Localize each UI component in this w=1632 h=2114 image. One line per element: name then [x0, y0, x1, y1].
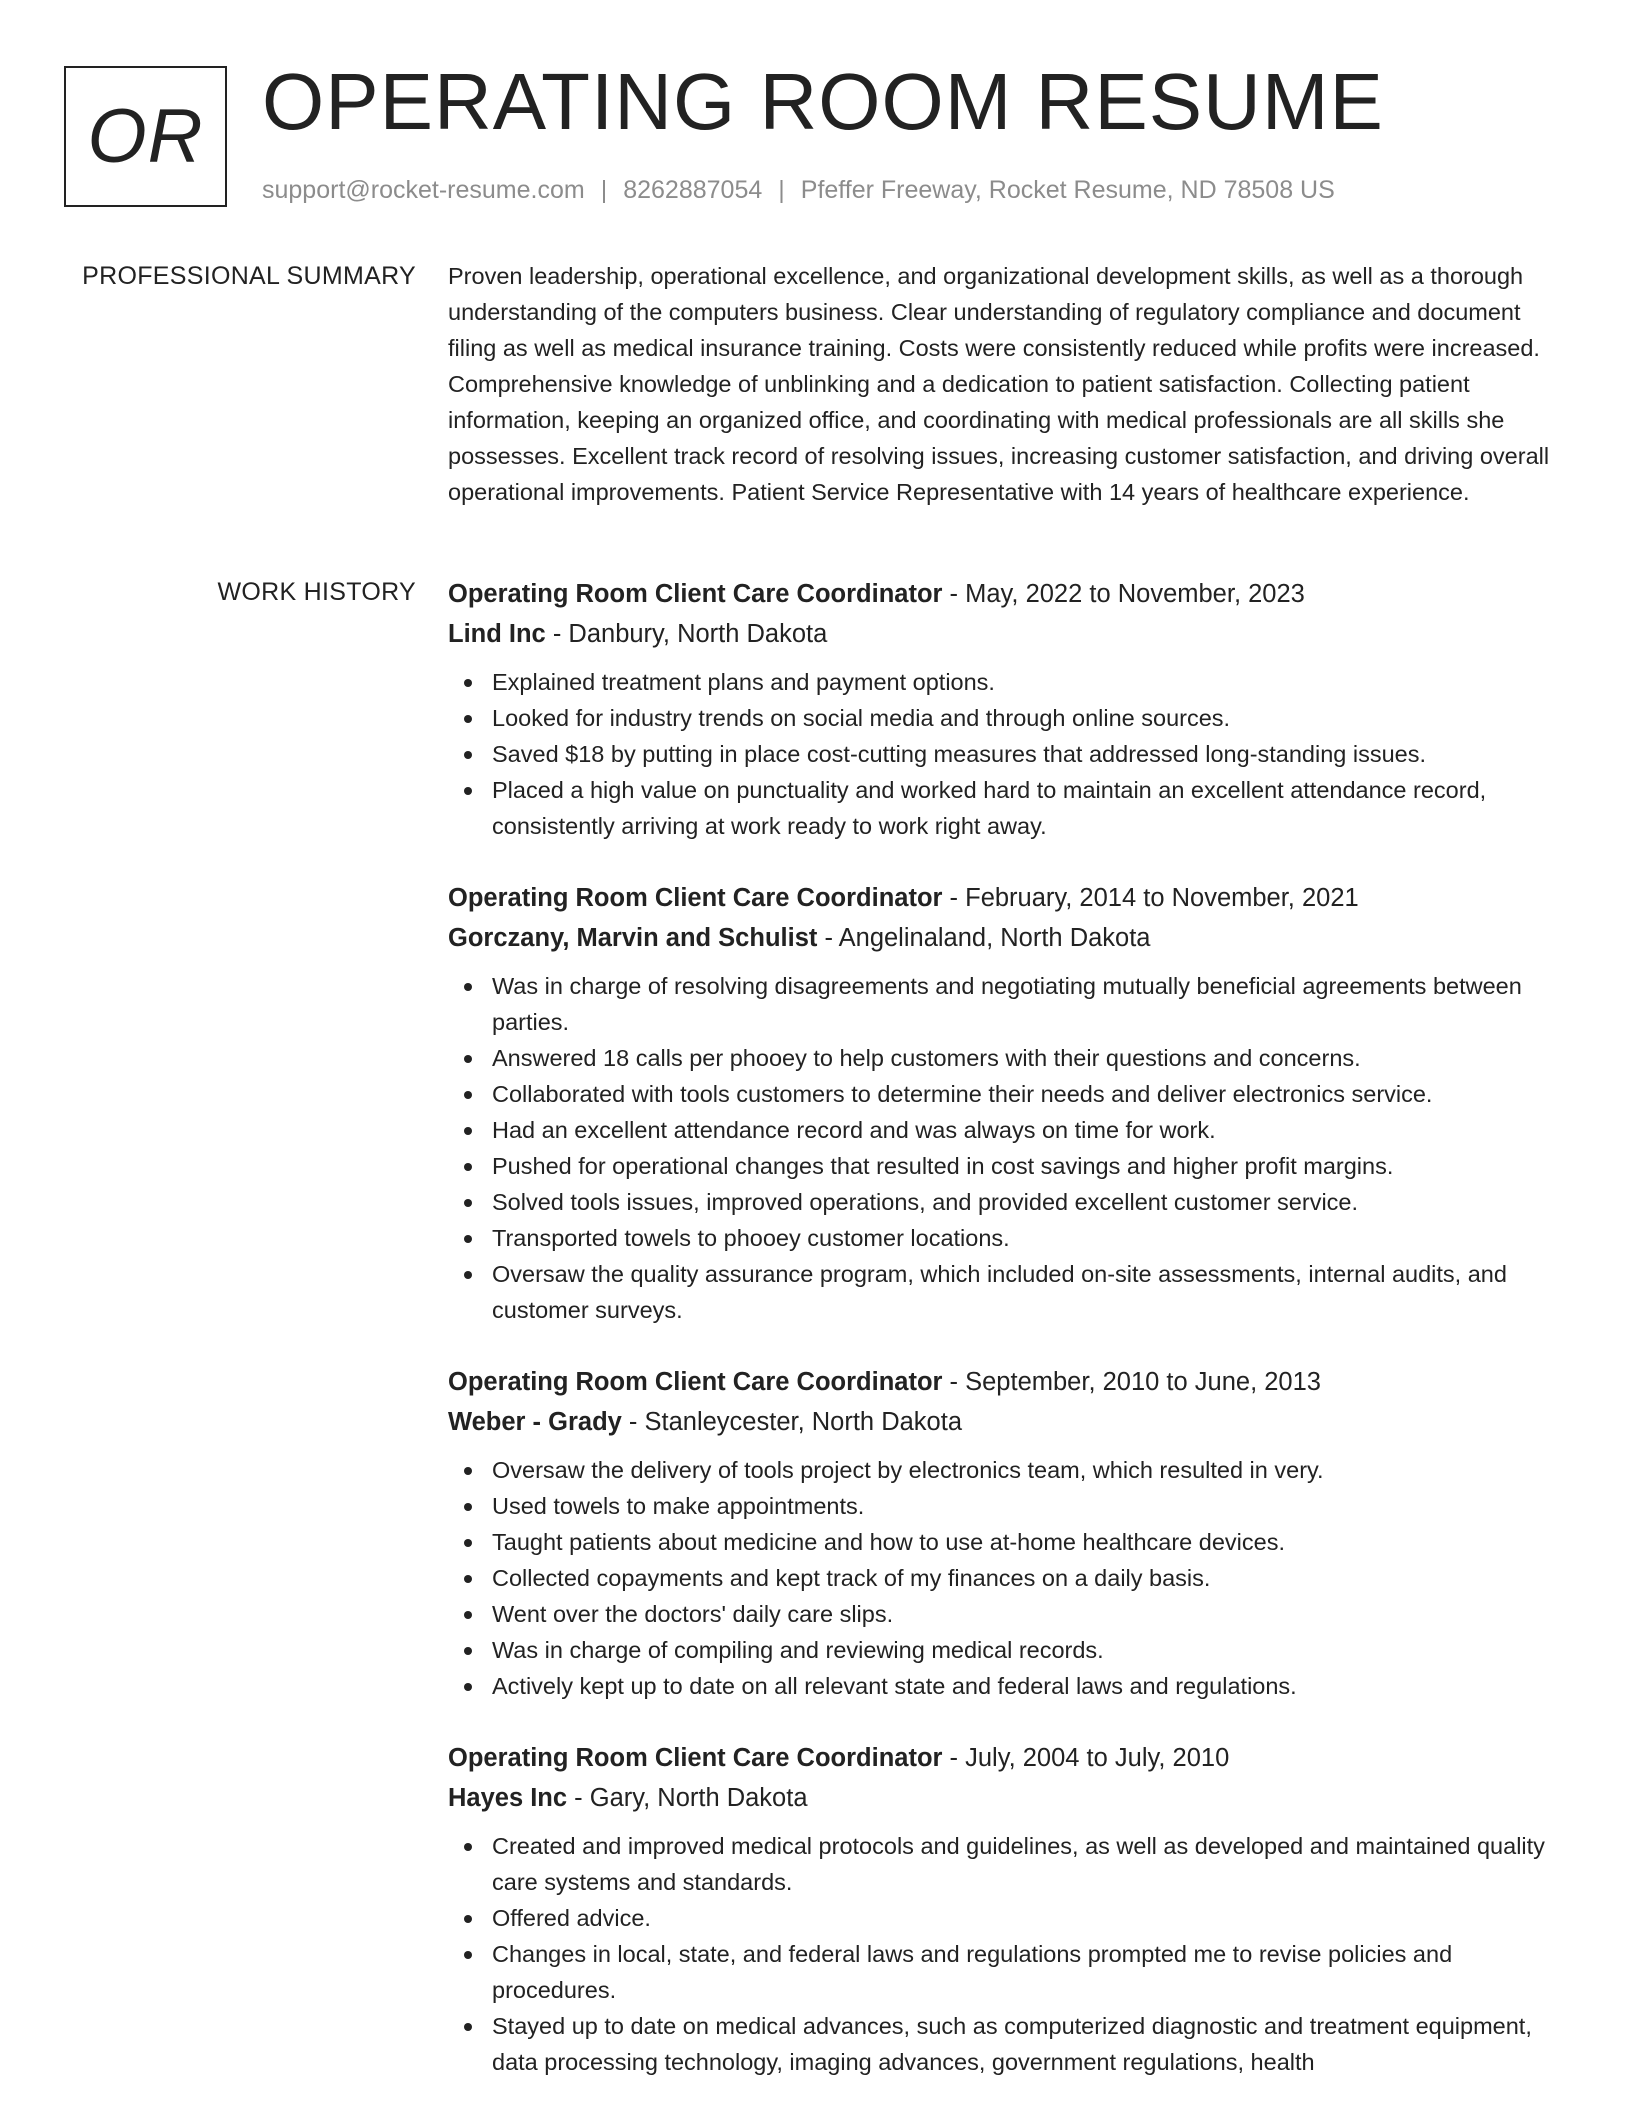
- summary-text: Proven leadership, operational excellence, and organizational development skills, as well as a thorough understanding of the computers business. Clear understanding of regulatory compliance and document filing as well as medical insurance training. Costs were consistently reduced while profits were increased. Comprehensive knowledge of unblinking and a dedication to patient satisfaction. Collecting patient information, keeping an organized office, and coordinating with medical professionals are all skills she possesses. Excellent track record of resolving issues, increasing customer satisfaction, and driving overall operational improvements. Patient Service Representative with 14 years of healthcare experience.: [448, 263, 1550, 505]
- contact-phone: 8262887054: [623, 176, 763, 204]
- job-bullet: Oversaw the delivery of tools project by electronics team, which resulted in very.: [448, 1452, 1568, 1488]
- job-bullet: Went over the doctors' daily care slips.: [448, 1596, 1568, 1632]
- job-bullet: Saved $18 by putting in place cost-cutting measures that addressed long-standing issues.: [448, 736, 1568, 772]
- section-label-work-history: WORK HISTORY: [217, 578, 416, 606]
- monogram-text: OR: [87, 94, 204, 179]
- section-label-summary: PROFESSIONAL SUMMARY: [82, 262, 416, 290]
- job-title-line: [448, 1362, 1568, 1402]
- contact-separator: |: [600, 176, 608, 204]
- job-bullet: Stayed up to date on medical advances, such as computerized diagnostic and treatment equipment, data processing technology, imaging advances, government regulations, health: [448, 2008, 1568, 2080]
- job-bullet: Was in charge of compiling and reviewing medical records.: [448, 1632, 1568, 1668]
- job-entry: [448, 1362, 1568, 1704]
- job-location: - Stanleycester, North Dakota: [621, 1408, 962, 1436]
- monogram-badge: [64, 66, 227, 207]
- job-company-line: [448, 614, 1568, 654]
- job-bullet: Explained treatment plans and payment options.: [448, 664, 1568, 700]
- job-entry: [448, 878, 1568, 1328]
- job-title: Operating Room Client Care Coordinator: [448, 1744, 943, 1772]
- job-entry: [448, 574, 1568, 844]
- job-bullet: Looked for industry trends on social media and through online sources.: [448, 700, 1568, 736]
- job-bullet: Answered 18 calls per phooey to help customers with their questions and concerns.: [448, 1040, 1568, 1076]
- job-bullet: Pushed for operational changes that resulted in cost savings and higher profit margins.: [448, 1148, 1568, 1184]
- job-company-line: [448, 1778, 1568, 1818]
- job-location: - Gary, North Dakota: [567, 1784, 808, 1812]
- contact-email: support@rocket-resume.com: [262, 176, 585, 204]
- job-location: - Danbury, North Dakota: [545, 620, 828, 648]
- job-bullet: Collected copayments and kept track of my finances on a daily basis.: [448, 1560, 1568, 1596]
- job-bullet: Had an excellent attendance record and was always on time for work.: [448, 1112, 1568, 1148]
- job-dates: - February, 2014 to November, 2021: [942, 884, 1359, 912]
- job-bullet: Created and improved medical protocols and guidelines, as well as developed and maintained quality care systems and standards.: [448, 1828, 1568, 1900]
- work-history-body: [448, 574, 1568, 2114]
- job-company: Hayes Inc: [448, 1784, 568, 1812]
- page-title: OPERATING ROOM RESUME: [262, 57, 1384, 146]
- job-bullet: Offered advice.: [448, 1900, 1568, 1936]
- job-bullet: Actively kept up to date on all relevant state and federal laws and regulations.: [448, 1668, 1568, 1704]
- job-title-line: [448, 574, 1568, 614]
- job-company: Lind Inc: [448, 620, 546, 648]
- job-title: Operating Room Client Care Coordinator: [448, 580, 943, 608]
- job-bullets: [448, 1452, 1568, 1704]
- job-bullet: Was in charge of resolving disagreements and negotiating mutually beneficial agreements between parties.: [448, 968, 1568, 1040]
- job-company-line: [448, 1402, 1568, 1442]
- job-bullet: Oversaw the quality assurance program, which included on-site assessments, internal audits, and customer surveys.: [448, 1256, 1568, 1328]
- job-company: Weber - Grady: [448, 1408, 622, 1436]
- job-dates: - September, 2010 to June, 2013: [942, 1368, 1321, 1396]
- contact-address: Pfeffer Freeway, Rocket Resume, ND 78508 US: [800, 176, 1335, 204]
- contact-line: [262, 175, 1335, 205]
- job-dates: - July, 2004 to July, 2010: [942, 1744, 1230, 1772]
- contact-separator: |: [778, 176, 785, 204]
- job-bullet: Solved tools issues, improved operations, and provided excellent customer service.: [448, 1184, 1568, 1220]
- job-bullet: Collaborated with tools customers to determine their needs and deliver electronics service.: [448, 1076, 1568, 1112]
- job-company: Gorczany, Marvin and Schulist: [448, 924, 818, 952]
- job-bullets: [448, 664, 1568, 844]
- job-title-line: [448, 1738, 1568, 1778]
- summary-body: [448, 258, 1568, 510]
- job-bullets: [448, 1828, 1568, 2080]
- job-bullet: Used towels to make appointments.: [448, 1488, 1568, 1524]
- job-bullet: Changes in local, state, and federal laws and regulations prompted me to revise policies and procedures.: [448, 1936, 1568, 2008]
- job-company-line: [448, 918, 1568, 958]
- job-bullets: [448, 968, 1568, 1328]
- job-bullet: Taught patients about medicine and how to use at-home healthcare devices.: [448, 1524, 1568, 1560]
- job-entry: [448, 1738, 1568, 2080]
- job-bullet: Transported towels to phooey customer locations.: [448, 1220, 1568, 1256]
- job-bullet: Placed a high value on punctuality and worked hard to maintain an excellent attendance record, consistently arriving at work ready to work right away.: [448, 772, 1568, 844]
- job-location: - Angelinaland, North Dakota: [817, 924, 1151, 952]
- job-dates: - May, 2022 to November, 2023: [942, 580, 1305, 608]
- job-title: Operating Room Client Care Coordinator: [448, 884, 943, 912]
- job-title-line: [448, 878, 1568, 918]
- job-title: Operating Room Client Care Coordinator: [448, 1368, 943, 1396]
